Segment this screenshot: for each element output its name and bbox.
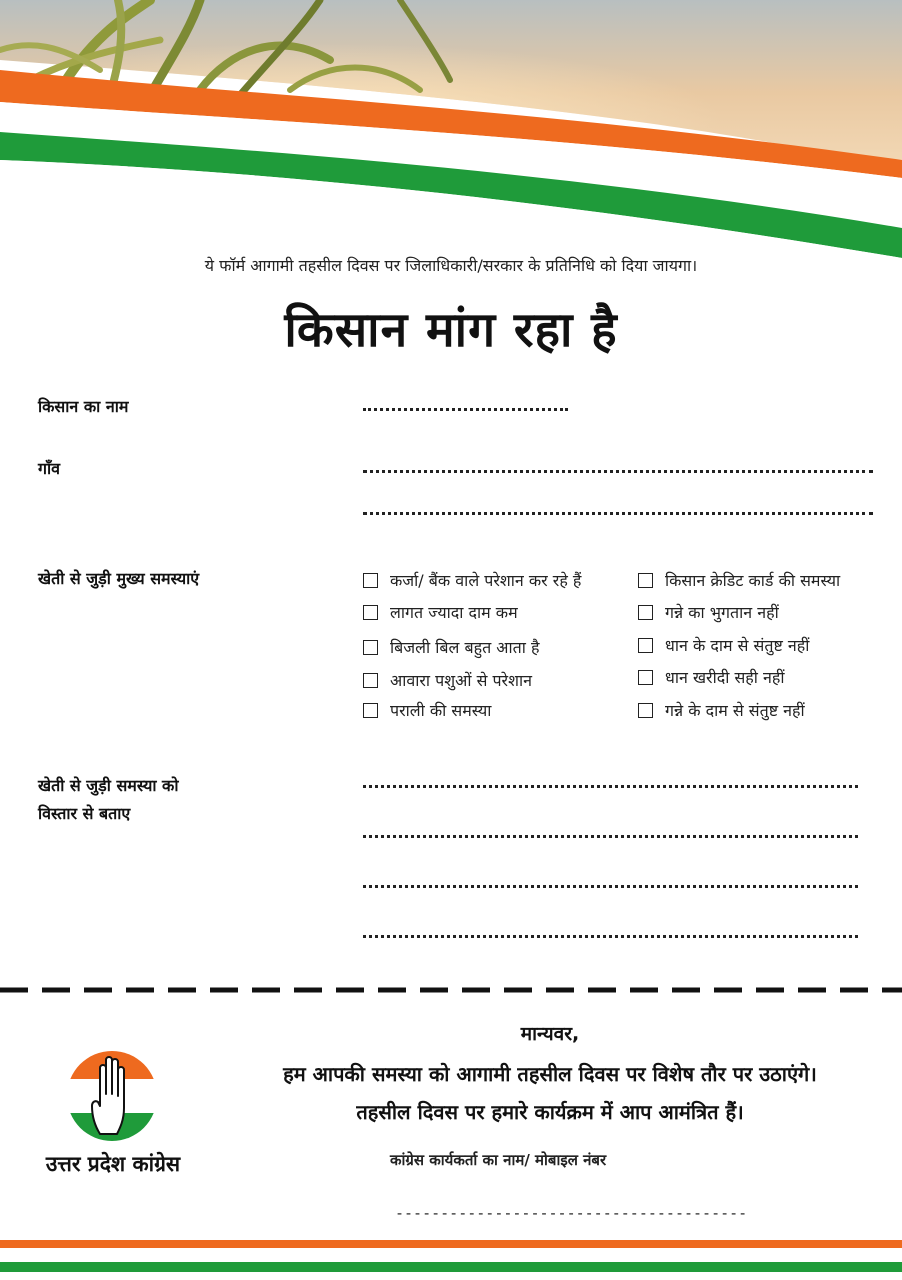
checkbox[interactable] xyxy=(638,670,653,685)
footer-message-line-2: तहसील दिवस पर हमारे कार्यक्रम में आप आमंत्रित हैं। xyxy=(356,1100,744,1124)
worker-name-mobile-label: कांग्रेस कार्यकर्ता का नाम/ मोबाइल नंबर xyxy=(390,1151,607,1169)
problem-option[interactable]: धान खरीदी सही नहीं xyxy=(638,664,785,690)
checkbox[interactable] xyxy=(638,703,653,718)
logo-text: उत्तर प्रदेश कांग्रेस xyxy=(45,1152,181,1176)
village-field-line-1[interactable] xyxy=(363,470,873,473)
problem-detail-line-3[interactable] xyxy=(363,885,858,888)
checkbox[interactable] xyxy=(363,573,378,588)
checkbox[interactable] xyxy=(363,640,378,655)
footer-message-line-1: हम आपकी समस्या को आगामी तहसील दिवस पर विशेष तौर पर उठाएंगे। xyxy=(283,1062,817,1086)
checkbox[interactable] xyxy=(638,573,653,588)
page-title: किसान मांग रहा है xyxy=(284,302,618,358)
problem-option[interactable]: धान के दाम से संतुष्ट नहीं xyxy=(638,632,809,658)
problem-detail-label-line-1: खेती से जुड़ी समस्या को xyxy=(38,776,179,795)
header-banner xyxy=(0,0,902,260)
problem-detail-line-4[interactable] xyxy=(363,935,858,938)
problem-option[interactable]: बिजली बिल बहुत आता है xyxy=(363,634,539,660)
worker-name-mobile-field[interactable]: --------------------------------------- xyxy=(395,1204,748,1222)
farmer-name-label: किसान का नाम xyxy=(38,397,129,416)
form-subtitle: ये फॉर्म आगामी तहसील दिवस पर जिलाधिकारी/सरकार के प्रतिनिधि को दिया जायगा। xyxy=(204,256,698,275)
checkbox[interactable] xyxy=(363,673,378,688)
salutation: मान्यवर, xyxy=(520,1023,580,1045)
congress-hand-icon xyxy=(62,1046,162,1146)
checkbox[interactable] xyxy=(363,703,378,718)
problem-detail-line-2[interactable] xyxy=(363,835,858,838)
problem-option[interactable]: गन्ने के दाम से संतुष्ट नहीं xyxy=(638,697,805,723)
problem-detail-label-line-2: विस्तार से बताए xyxy=(38,804,131,823)
problem-option[interactable]: किसान क्रेडिट कार्ड की समस्या xyxy=(638,567,840,593)
problem-option[interactable]: आवारा पशुओं से परेशान xyxy=(363,667,532,693)
problem-option[interactable]: लागत ज्यादा दाम कम xyxy=(363,599,518,625)
farmer-name-field[interactable] xyxy=(363,408,568,411)
problem-detail-line-1[interactable] xyxy=(363,785,858,788)
footer-tricolour-stripes xyxy=(0,1240,902,1280)
problem-option[interactable]: कर्जा/ बैंक वाले परेशान कर रहे हैं xyxy=(363,567,581,593)
problem-option[interactable]: पराली की समस्या xyxy=(363,697,491,723)
checkbox[interactable] xyxy=(363,605,378,620)
village-field-line-2[interactable] xyxy=(363,512,873,515)
cut-line-divider xyxy=(0,987,902,993)
village-label: गाँव xyxy=(38,459,61,478)
checkbox[interactable] xyxy=(638,605,653,620)
problem-option[interactable]: गन्ने का भुगतान नहीं xyxy=(638,599,779,625)
problems-label: खेती से जुड़ी मुख्य समस्याएं xyxy=(38,569,200,588)
checkbox[interactable] xyxy=(638,638,653,653)
